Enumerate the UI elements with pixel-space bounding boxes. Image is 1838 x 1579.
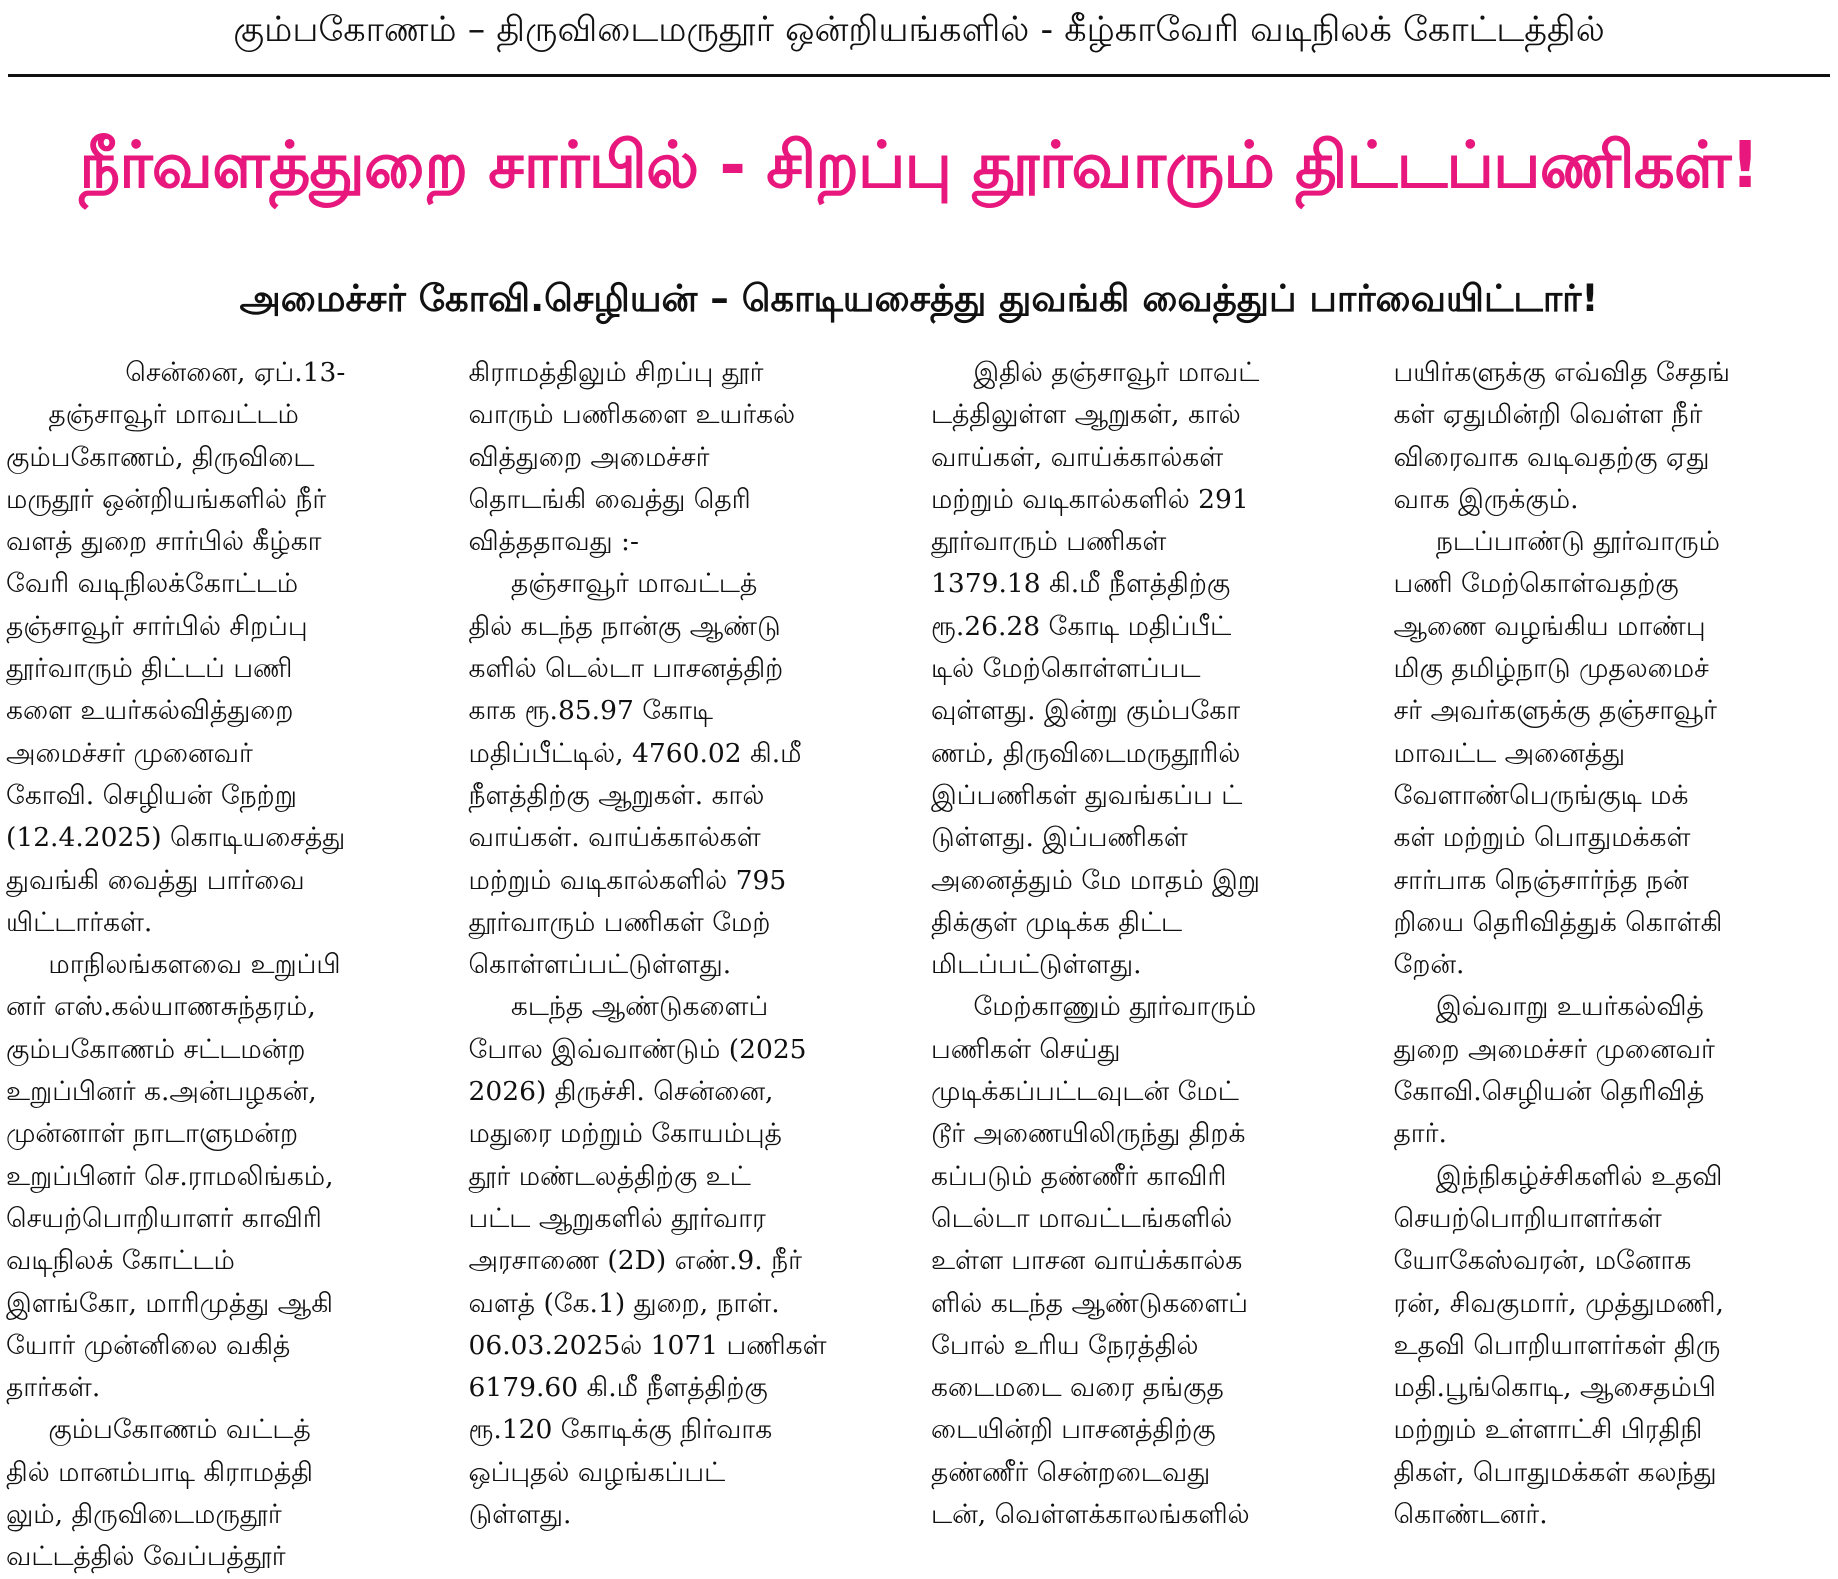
article-line: தஞ்சாவூர் மாவட்டத் (510, 568, 758, 600)
article-line: நீளத்திற்கு ஆறுகள். கால் (468, 779, 765, 811)
kicker-line: கும்பகோணம் – திருவிடைமருதூர் ஒன்றியங்களில் - கீழ்காவேரி வடிநிலக் கோட்டத்தில் (233, 10, 1605, 50)
article-line: ரன், சிவகுமார், முத்துமணி, (1393, 1287, 1724, 1319)
article-line: கொண்டனர். (1393, 1499, 1548, 1531)
article-line: திகள், பொதுமக்கள் கலந்து (1393, 1456, 1717, 1488)
article-line: பணிகள் செய்து (931, 1033, 1121, 1065)
article-line: ஆணை வழங்கிய மாண்பு (1393, 610, 1706, 642)
article-line: மிடப்பட்டுள்ளது. (931, 949, 1142, 981)
article-line: கோவி. செழியன் நேற்று (6, 779, 297, 811)
article-line: முடிக்கப்பட்டவுடன் மேட் (931, 1076, 1239, 1108)
article-line: தில் கடந்த நான்கு ஆண்டு (468, 610, 781, 642)
article-line: தூர்வாரும் திட்டப் பணி (6, 653, 293, 685)
article-column-3 (931, 352, 1370, 1534)
article-line: செயற்பொறியாளர் காவிரி (6, 1202, 322, 1234)
article-line: ரூ.120 கோடிக்கு நிர்வாக (468, 1414, 773, 1446)
article-line: யிட்டார்கள். (6, 906, 153, 938)
article-line: தார். (1393, 1118, 1447, 1150)
article-line: தண்ணீர் சென்றடைவது (931, 1456, 1211, 1488)
headline: நீர்வளத்துறை சார்பில் - சிறப்பு தூர்வாரும் திட்டப்பணிகள்! (79, 129, 1759, 203)
article-line: உறுப்பினர் க.அன்பழகன், (6, 1076, 317, 1108)
article-line: லும், திருவிடைமருதூர் (6, 1499, 282, 1531)
article-line: சென்னை, ஏப்.13- (125, 357, 346, 388)
article-line: சர் அவர்களுக்கு தஞ்சாவூர் (1393, 695, 1717, 727)
article-line: மேற்காணும் தூர்வாரும் (973, 991, 1257, 1023)
article-line: வளத் துறை சார்பில் கீழ்கா (6, 526, 322, 558)
article-line: தூர்வாரும் பணிகள் மேற் (468, 906, 771, 938)
article-line: ரூ.26.28 கோடி மதிப்பீட் (931, 610, 1232, 642)
subheadline: அமைச்சர் கோவி.செழியன் – கொடியசைத்து துவங்கி வைத்துப் பார்வையிட்டார்! (239, 277, 1599, 320)
article-line: யோகேஸ்வரன், மனோக (1393, 1245, 1692, 1277)
article-line: போல இவ்வாண்டும் (2025 (468, 1033, 807, 1065)
article-line: இளங்கோ, மாரிமுத்து ஆகி (6, 1287, 333, 1319)
article-line: தூர் மண்டலத்திற்கு உட் (468, 1160, 751, 1192)
article-line: செயற்பொறியாளர்கள் (1393, 1202, 1662, 1234)
article-line: களில் டெல்டா பாசனத்திற் (468, 653, 784, 685)
article-line: மற்றும் வடிகால்களில் 795 (468, 864, 787, 896)
article-line: வாய்கள், வாய்க்கால்கள் (931, 441, 1224, 473)
article-line: கப்படும் தண்ணீர் காவிரி (931, 1160, 1227, 1192)
article-line: கள் மற்றும் பொதுமக்கள் (1393, 822, 1691, 854)
article-line: டுள்ளது. இப்பணிகள் (931, 822, 1188, 854)
article-line: றேன். (1393, 949, 1465, 981)
article-line: மிகு தமிழ்நாடு முதலமைச் (1393, 653, 1709, 685)
article-line: மதுரை மற்றும் கோயம்புத் (468, 1118, 782, 1150)
article-line: கடைமடை வரை தங்குத (931, 1372, 1224, 1404)
article-line: வேளாண்பெருங்குடி மக் (1393, 779, 1689, 811)
article-line: கோவி.செழியன் தெரிவித் (1393, 1076, 1705, 1108)
article-line: தில் மானம்பாடி கிராமத்தி (6, 1456, 313, 1488)
article-body (6, 352, 1832, 1573)
article-line: மதிப்பீட்டில், 4760.02 கி.மீ (468, 737, 802, 769)
article-line: அரசாணை (2D) எண்.9. நீர் (468, 1245, 802, 1277)
article-line: கொள்ளப்பட்டுள்ளது. (468, 949, 732, 981)
article-line: மதி.பூங்கொடி, ஆசைதம்பி (1393, 1372, 1716, 1404)
article-line: துறை அமைச்சர் முனைவர் (1393, 1033, 1715, 1065)
article-line: கும்பகோணம் சட்டமன்ற (6, 1033, 306, 1065)
article-line: 6179.60 கி.மீ நீளத்திற்கு (468, 1372, 768, 1404)
article-line: ணம், திருவிடைமருதூரில் (931, 737, 1241, 769)
article-line: இந்நிகழ்ச்சிகளில் உதவி (1435, 1160, 1723, 1192)
article-line: போல் உரிய நேரத்தில் (931, 1329, 1199, 1361)
article-line: கள் ஏதுமின்றி வெள்ள நீர் (1393, 399, 1703, 431)
article-line: துவங்கி வைத்து பார்வை (6, 864, 305, 896)
article-line: பயிர்களுக்கு எவ்வித சேதங் (1393, 357, 1731, 388)
article-line: டுள்ளது. (468, 1499, 572, 1531)
article-line: டெல்டா மாவட்டங்களில் (931, 1202, 1233, 1234)
article-line: உதவி பொறியாளர்கள் திரு (1393, 1329, 1721, 1361)
article-line: தஞ்சாவூர் சார்பில் சிறப்பு (6, 610, 308, 642)
article-line: டூர் அணையிலிருந்து திறக் (931, 1118, 1246, 1150)
article-line: தொடங்கி வைத்து தெரி (468, 483, 751, 515)
article-line: களை உயர்கல்வித்துறை (6, 695, 294, 727)
article-line: மாவட்ட அனைத்து (1393, 737, 1626, 769)
article-line: மாநிலங்களவை உறுப்பி (48, 949, 341, 981)
article-line: வுள்ளது. இன்று கும்பகோ (931, 695, 1241, 727)
article-line: தூர்வாரும் பணிகள் (931, 526, 1167, 558)
divider-rule (8, 74, 1830, 77)
article-line: கும்பகோணம், திருவிடை (6, 441, 315, 473)
article-line: பணி மேற்கொள்வதற்கு (1393, 568, 1679, 600)
article-line: அனைத்தும் மே மாதம் இறு (931, 864, 1260, 896)
article-line: திக்குள் முடிக்க திட்ட (931, 906, 1183, 938)
article-line: கடந்த ஆண்டுகளைப் (510, 991, 769, 1023)
article-line: காக ரூ.85.97 கோடி (468, 695, 713, 727)
article-line: மருதூர் ஒன்றியங்களில் நீர் (6, 483, 327, 515)
article-line: மற்றும் வடிகால்களில் 291 (931, 483, 1249, 515)
article-line: 2026) திருச்சி. சென்னை, (468, 1076, 774, 1108)
article-line: வாரும் பணிகளை உயர்கல் (468, 399, 796, 431)
article-column-4 (1394, 352, 1833, 1534)
article-line: நடப்பாண்டு தூர்வாரும் (1435, 526, 1720, 558)
article-line: வடிநிலக் கோட்டம் (6, 1245, 235, 1277)
article-line: டில் மேற்கொள்ளப்பட (931, 653, 1201, 685)
article-line: உறுப்பினர் செ.ராமலிங்கம், (6, 1160, 334, 1192)
article-line: னர் எஸ்.கல்யாணசுந்தரம், (6, 991, 316, 1023)
article-line: கும்பகோணம் வட்டத் (48, 1414, 311, 1446)
article-column-1 (6, 352, 445, 1573)
article-line: அமைச்சர் முனைவர் (6, 737, 253, 769)
article-line: இதில் தஞ்சாவூர் மாவட் (973, 357, 1260, 388)
article-line: விரைவாக வடிவதற்கு ஏது (1393, 441, 1710, 473)
article-line: டையின்றி பாசனத்திற்கு (931, 1414, 1216, 1446)
article-line: வித்ததாவது :- (468, 526, 639, 558)
article-column-2 (469, 352, 908, 1534)
article-line: 06.03.2025ல் 1071 பணிகள் (468, 1329, 827, 1361)
article-line: ளில் கடந்த ஆண்டுகளைப் (931, 1287, 1248, 1319)
article-line: இப்பணிகள் துவங்கப்ப ட் (931, 779, 1243, 811)
article-line: (12.4.2025) கொடியசைத்து (6, 822, 346, 854)
article-line: தார்கள். (6, 1372, 101, 1404)
article-line: கிராமத்திலும் சிறப்பு தூர் (468, 357, 764, 388)
article-line: மற்றும் உள்ளாட்சி பிரதிநி (1393, 1414, 1703, 1446)
article-line: டத்திலுள்ள ஆறுகள், கால் (931, 399, 1241, 431)
article-line: வட்டத்தில் வேப்பத்தூர் (6, 1541, 286, 1573)
article-line: பட்ட ஆறுகளில் தூர்வார (468, 1202, 766, 1234)
article-line: 1379.18 கி.மீ நீளத்திற்கு (931, 568, 1231, 600)
article-line: யோர் முன்னிலை வகித் (6, 1329, 291, 1361)
article-line: டன், வெள்ளக்காலங்களில் (931, 1499, 1250, 1531)
article-line: வளத் (கே.1) துறை, நாள். (468, 1287, 780, 1319)
article-line: சார்பாக நெஞ்சார்ந்த நன் (1393, 864, 1689, 896)
article-line: வாய்கள். வாய்க்கால்கள் (468, 822, 761, 854)
article-line: வேரி வடிநிலக்கோட்டம் (6, 568, 299, 600)
article-line: உள்ள பாசன வாய்க்கால்க (931, 1245, 1243, 1277)
article-line: றியை தெரிவித்துக் கொள்கி (1393, 906, 1723, 938)
article-line: வித்துறை அமைச்சர் (468, 441, 710, 473)
article-line: தஞ்சாவூர் மாவட்டம் (48, 399, 299, 431)
article-line: முன்னாள் நாடாளுமன்ற (6, 1118, 299, 1150)
article-line: வாக இருக்கும். (1393, 483, 1579, 515)
article-line: இவ்வாறு உயர்கல்வித் (1435, 991, 1704, 1023)
article-line: ஒப்புதல் வழங்கப்பட் (468, 1456, 726, 1488)
